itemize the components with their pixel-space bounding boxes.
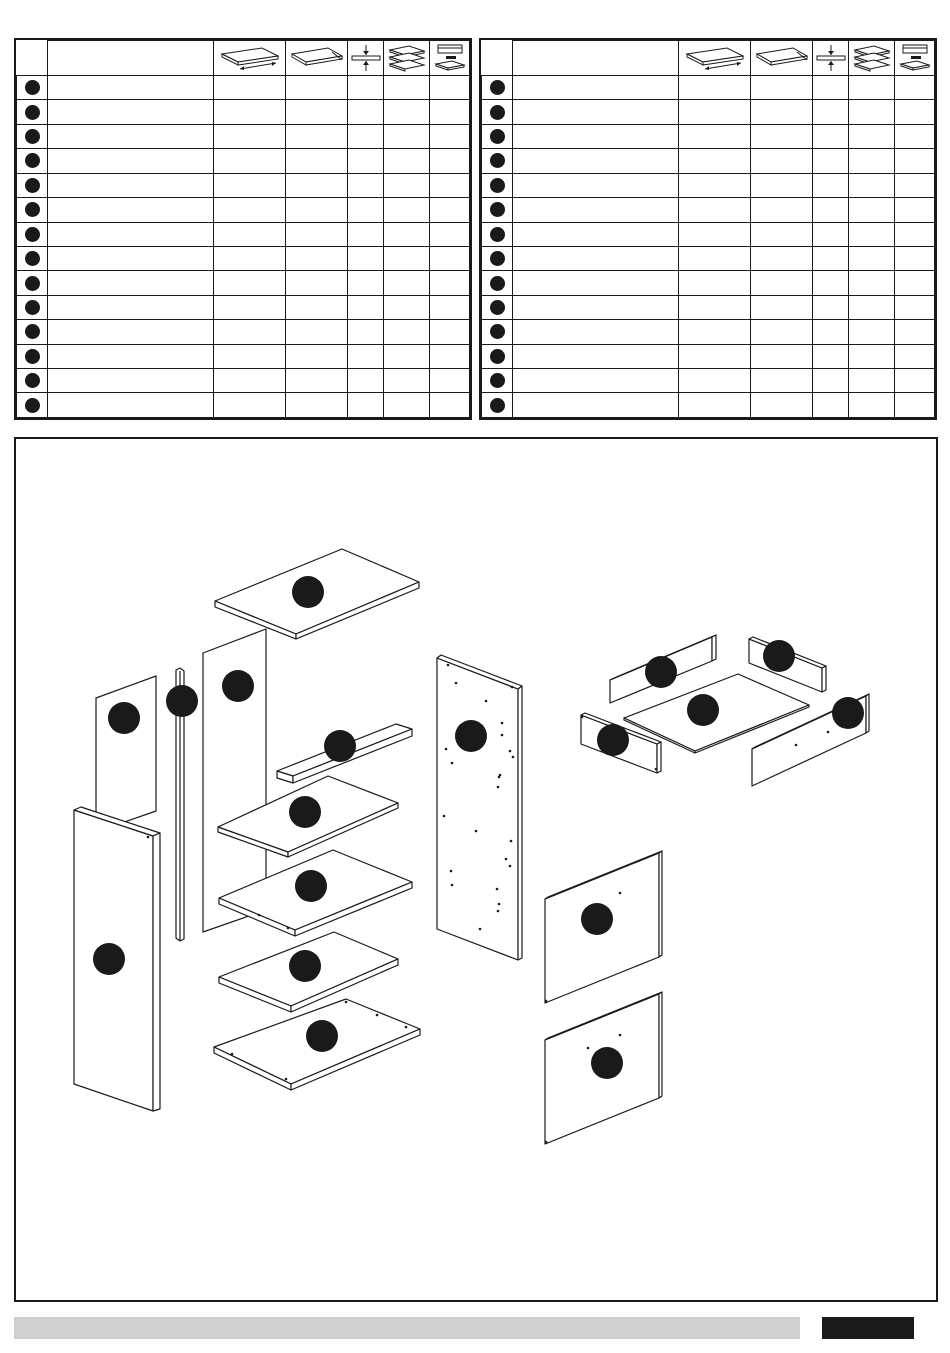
parts-table-left [14, 38, 472, 420]
name-cell [513, 246, 679, 270]
part-marker-dot [25, 227, 40, 242]
stack-cell [849, 369, 895, 393]
thickness-cell [348, 246, 384, 270]
thickness-cell [813, 198, 849, 222]
width-cell [751, 222, 813, 246]
part-marker [289, 950, 321, 982]
part-marker-dot [25, 80, 40, 95]
length-cell [214, 222, 286, 246]
part-marker-dot [25, 324, 40, 339]
name-cell [48, 149, 214, 173]
name-cell [513, 149, 679, 173]
row-marker-cell [482, 100, 513, 124]
table-row [17, 222, 470, 246]
part-marker-dot [25, 105, 40, 120]
thickness-cell [348, 198, 384, 222]
table-row [17, 173, 470, 197]
part-marker-dot [490, 300, 505, 315]
part-marker [763, 640, 795, 672]
thickness-cell [813, 76, 849, 100]
parts-table-right [479, 38, 937, 420]
pack-cell [430, 295, 470, 319]
part-marker [687, 694, 719, 726]
stack-cell [849, 149, 895, 173]
part-marker-dot [25, 276, 40, 291]
length-cell [679, 295, 751, 319]
pack-cell [895, 100, 935, 124]
pack-cell [895, 320, 935, 344]
thickness-cell [813, 124, 849, 148]
part-marker-dot [25, 178, 40, 193]
width-icon [751, 41, 813, 76]
name-cell [48, 369, 214, 393]
thickness-cell [813, 369, 849, 393]
table-row [482, 393, 935, 418]
width-cell [751, 198, 813, 222]
thickness-cell [348, 344, 384, 368]
length-cell [214, 393, 286, 418]
thickness-cell [348, 320, 384, 344]
part-marker [324, 730, 356, 762]
stack-icon [849, 41, 895, 76]
footer-bar [14, 1317, 800, 1339]
row-marker-cell [17, 76, 48, 100]
table-row [17, 124, 470, 148]
width-cell [751, 76, 813, 100]
length-cell [214, 149, 286, 173]
name-cell [513, 393, 679, 418]
thickness-cell [813, 393, 849, 418]
pack-cell [430, 320, 470, 344]
part-marker-dot [25, 349, 40, 364]
table-row [17, 369, 470, 393]
thickness-cell [813, 100, 849, 124]
width-cell [751, 369, 813, 393]
thickness-cell [348, 271, 384, 295]
row-marker-cell [17, 344, 48, 368]
length-cell [679, 222, 751, 246]
thickness-cell [813, 246, 849, 270]
pack-cell [895, 149, 935, 173]
table-row [482, 320, 935, 344]
stack-cell [849, 344, 895, 368]
row-marker-cell [17, 124, 48, 148]
width-cell [286, 369, 348, 393]
stack-cell [384, 76, 430, 100]
pack-cell [895, 344, 935, 368]
length-icon [214, 41, 286, 76]
marker-header [482, 41, 513, 76]
thickness-cell [348, 173, 384, 197]
table-row [17, 393, 470, 418]
thickness-icon [348, 41, 384, 76]
row-marker-cell [482, 222, 513, 246]
width-cell [286, 246, 348, 270]
stack-cell [849, 320, 895, 344]
table-row [482, 198, 935, 222]
length-cell [679, 320, 751, 344]
pack-cell [430, 344, 470, 368]
marker-header [17, 41, 48, 76]
part-marker-dot [25, 202, 40, 217]
part-marker [832, 697, 864, 729]
pack-cell [430, 76, 470, 100]
stack-cell [384, 100, 430, 124]
part-marker [581, 903, 613, 935]
width-cell [286, 124, 348, 148]
name-cell [513, 344, 679, 368]
row-marker-cell [17, 222, 48, 246]
row-marker-cell [482, 173, 513, 197]
stack-cell [384, 271, 430, 295]
part-marker-dot [490, 105, 505, 120]
name-cell [513, 271, 679, 295]
table-row [482, 246, 935, 270]
row-marker-cell [17, 295, 48, 319]
width-cell [751, 344, 813, 368]
part-marker [222, 670, 254, 702]
name-cell [48, 173, 214, 197]
part-marker-dot [490, 349, 505, 364]
table-row [17, 100, 470, 124]
thickness-cell [348, 124, 384, 148]
width-cell [751, 246, 813, 270]
table-row [17, 271, 470, 295]
name-cell [513, 320, 679, 344]
part-marker-dot [25, 300, 40, 315]
table-row [482, 344, 935, 368]
part-marker-dot [490, 178, 505, 193]
part-marker [93, 943, 125, 975]
name-cell [48, 198, 214, 222]
width-cell [286, 344, 348, 368]
length-cell [679, 149, 751, 173]
stack-cell [384, 295, 430, 319]
width-cell [751, 173, 813, 197]
stack-cell [384, 198, 430, 222]
length-cell [214, 320, 286, 344]
row-marker-cell [482, 295, 513, 319]
name-cell [48, 124, 214, 148]
pack-cell [430, 124, 470, 148]
width-cell [751, 393, 813, 418]
name-cell [48, 100, 214, 124]
name-cell [48, 76, 214, 100]
width-cell [286, 295, 348, 319]
row-marker-cell [482, 369, 513, 393]
part-marker [645, 656, 677, 688]
part-marker-dot [490, 153, 505, 168]
name-header [48, 41, 214, 76]
width-cell [751, 295, 813, 319]
part-marker-dot [25, 398, 40, 413]
stack-cell [384, 393, 430, 418]
part-marker-dot [25, 251, 40, 266]
thickness-cell [348, 222, 384, 246]
pack-cell [430, 149, 470, 173]
length-cell [679, 344, 751, 368]
table-row [482, 173, 935, 197]
pack-cell [895, 369, 935, 393]
pack-cell [895, 76, 935, 100]
table-row [482, 295, 935, 319]
width-cell [286, 173, 348, 197]
length-cell [214, 344, 286, 368]
table-header-row [17, 41, 470, 76]
name-cell [48, 246, 214, 270]
width-cell [286, 100, 348, 124]
pack-cell [430, 369, 470, 393]
part-marker-dot [490, 80, 505, 95]
pack-cell [430, 100, 470, 124]
assembly-diagram-frame [14, 437, 938, 1302]
name-cell [513, 100, 679, 124]
stack-cell [849, 76, 895, 100]
table-row [17, 344, 470, 368]
table-row [17, 295, 470, 319]
pack-cell [895, 393, 935, 418]
thickness-cell [348, 295, 384, 319]
table-row [17, 320, 470, 344]
width-cell [286, 76, 348, 100]
pack-cell [430, 173, 470, 197]
row-marker-cell [482, 344, 513, 368]
row-marker-cell [482, 246, 513, 270]
part-marker [455, 720, 487, 752]
stack-cell [384, 344, 430, 368]
part-marker-dot [490, 251, 505, 266]
part-marker-dot [490, 129, 505, 144]
part-marker [597, 724, 629, 756]
length-cell [679, 100, 751, 124]
thickness-cell [348, 369, 384, 393]
width-cell [286, 149, 348, 173]
row-marker-cell [482, 198, 513, 222]
width-cell [286, 393, 348, 418]
pack-cell [895, 246, 935, 270]
row-marker-cell [482, 149, 513, 173]
stack-cell [849, 295, 895, 319]
stack-cell [384, 222, 430, 246]
width-cell [286, 320, 348, 344]
length-cell [679, 76, 751, 100]
length-icon [679, 41, 751, 76]
thickness-cell [348, 100, 384, 124]
pack-cell [430, 222, 470, 246]
stack-cell [849, 100, 895, 124]
length-cell [679, 369, 751, 393]
table-row [482, 100, 935, 124]
pack-cell [430, 198, 470, 222]
stack-cell [849, 246, 895, 270]
table-row [17, 76, 470, 100]
stack-cell [384, 149, 430, 173]
table-row [482, 149, 935, 173]
name-cell [513, 295, 679, 319]
length-cell [679, 124, 751, 148]
table-header-row [482, 41, 935, 76]
name-cell [48, 320, 214, 344]
part-marker [295, 870, 327, 902]
pack-cell [895, 173, 935, 197]
pack-cell [430, 271, 470, 295]
table-row [17, 149, 470, 173]
name-cell [513, 198, 679, 222]
table-row [17, 246, 470, 270]
row-marker-cell [17, 100, 48, 124]
right-side-panel [437, 655, 522, 960]
thickness-cell [348, 76, 384, 100]
part-marker-dot [490, 227, 505, 242]
pack-cell [895, 222, 935, 246]
stack-cell [384, 369, 430, 393]
length-cell [214, 295, 286, 319]
length-cell [214, 173, 286, 197]
name-cell [48, 344, 214, 368]
length-cell [679, 173, 751, 197]
name-cell [48, 295, 214, 319]
row-marker-cell [17, 149, 48, 173]
name-cell [513, 124, 679, 148]
length-cell [214, 369, 286, 393]
stack-cell [849, 393, 895, 418]
pack-cell [895, 295, 935, 319]
part-marker-dot [490, 324, 505, 339]
row-marker-cell [17, 393, 48, 418]
row-marker-cell [482, 124, 513, 148]
part-marker-dot [490, 398, 505, 413]
length-cell [214, 198, 286, 222]
stack-cell [384, 173, 430, 197]
back-panel [96, 676, 156, 832]
row-marker-cell [17, 369, 48, 393]
length-cell [679, 271, 751, 295]
table-row [17, 198, 470, 222]
stack-cell [849, 222, 895, 246]
table-row [482, 76, 935, 100]
pack-cell [430, 393, 470, 418]
pack-cell [895, 271, 935, 295]
row-marker-cell [17, 320, 48, 344]
pack-icon [430, 41, 470, 76]
pack-cell [895, 198, 935, 222]
name-cell [48, 222, 214, 246]
table-row [482, 124, 935, 148]
thickness-cell [813, 173, 849, 197]
length-cell [214, 271, 286, 295]
part-marker-dot [25, 153, 40, 168]
thickness-cell [348, 393, 384, 418]
part-marker [306, 1020, 338, 1052]
width-cell [286, 222, 348, 246]
width-cell [751, 271, 813, 295]
name-cell [48, 393, 214, 418]
length-cell [214, 246, 286, 270]
length-cell [214, 124, 286, 148]
part-marker [289, 796, 321, 828]
thickness-cell [813, 295, 849, 319]
pack-cell [430, 246, 470, 270]
part-marker-dot [490, 276, 505, 291]
row-marker-cell [17, 173, 48, 197]
thickness-cell [813, 149, 849, 173]
length-cell [214, 100, 286, 124]
part-marker-dot [25, 373, 40, 388]
name-cell [513, 76, 679, 100]
row-marker-cell [482, 76, 513, 100]
width-cell [751, 124, 813, 148]
width-cell [751, 149, 813, 173]
thickness-icon [813, 41, 849, 76]
row-marker-cell [482, 271, 513, 295]
thickness-cell [813, 271, 849, 295]
stack-cell [849, 198, 895, 222]
length-cell [679, 198, 751, 222]
length-cell [679, 393, 751, 418]
pack-cell [895, 124, 935, 148]
part-marker-dot [490, 373, 505, 388]
pack-icon [895, 41, 935, 76]
stack-cell [384, 124, 430, 148]
stack-cell [849, 271, 895, 295]
width-icon [286, 41, 348, 76]
page-number-block [822, 1317, 914, 1339]
width-cell [751, 320, 813, 344]
row-marker-cell [17, 246, 48, 270]
row-marker-cell [17, 198, 48, 222]
thickness-cell [813, 344, 849, 368]
name-cell [513, 173, 679, 197]
table-row [482, 369, 935, 393]
row-marker-cell [482, 393, 513, 418]
exploded-cabinet-diagram [16, 439, 936, 1300]
name-cell [513, 369, 679, 393]
stack-cell [849, 124, 895, 148]
thickness-cell [813, 320, 849, 344]
stack-cell [384, 320, 430, 344]
width-cell [286, 271, 348, 295]
part-marker [166, 685, 198, 717]
part-marker-dot [25, 129, 40, 144]
name-cell [513, 222, 679, 246]
thickness-cell [813, 222, 849, 246]
length-cell [679, 246, 751, 270]
name-cell [48, 271, 214, 295]
width-cell [286, 198, 348, 222]
length-cell [214, 76, 286, 100]
stack-cell [384, 246, 430, 270]
stack-cell [849, 173, 895, 197]
width-cell [751, 100, 813, 124]
part-marker-dot [490, 202, 505, 217]
stack-icon [384, 41, 430, 76]
row-marker-cell [17, 271, 48, 295]
part-marker [108, 702, 140, 734]
part-marker [591, 1047, 623, 1079]
name-header [513, 41, 679, 76]
part-marker [292, 576, 324, 608]
thickness-cell [348, 149, 384, 173]
table-row [482, 222, 935, 246]
row-marker-cell [482, 320, 513, 344]
table-row [482, 271, 935, 295]
